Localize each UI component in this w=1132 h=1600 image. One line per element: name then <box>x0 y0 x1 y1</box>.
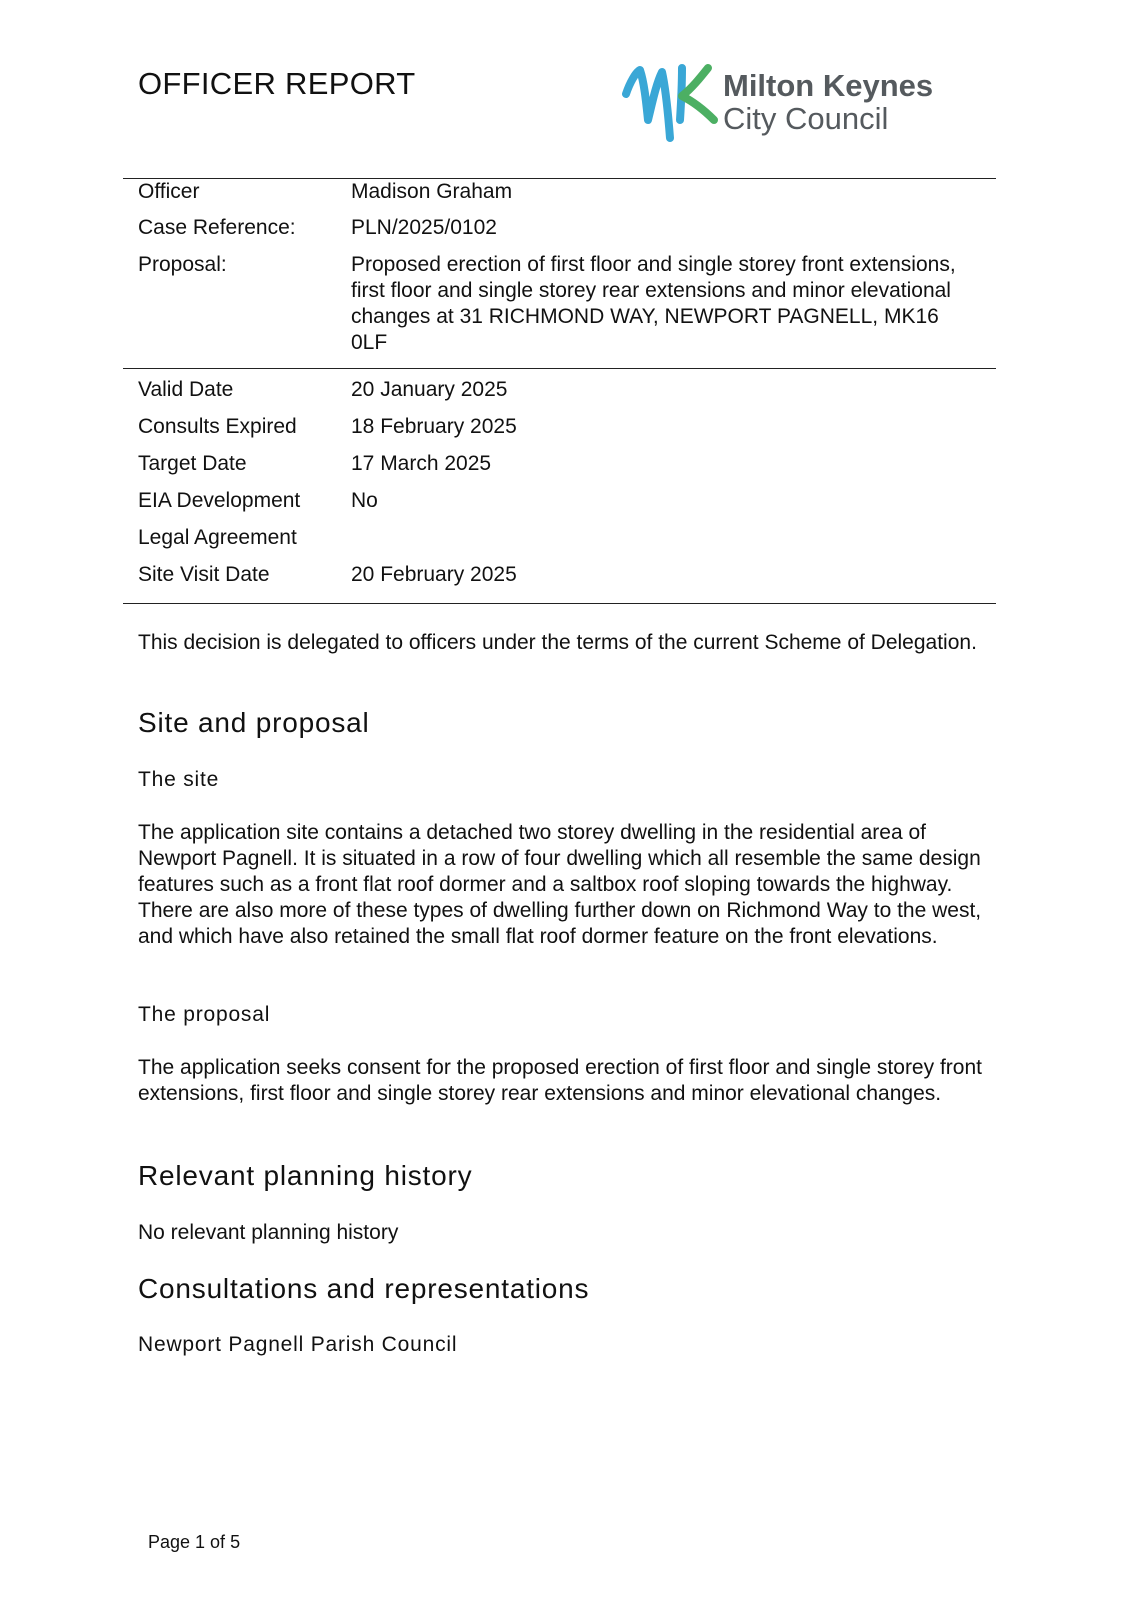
site-and-proposal-heading: Site and proposal <box>138 707 370 738</box>
eia-development-label: EIA Development <box>138 489 301 512</box>
site-visit-date-value: 20 February 2025 <box>351 563 517 586</box>
page-title: OFFICER REPORT <box>138 66 416 101</box>
logo-text-line1: Milton Keynes <box>723 68 934 103</box>
target-date-value: 17 March 2025 <box>351 452 492 475</box>
the-site-heading: The site <box>138 768 220 791</box>
valid-date-label: Valid Date <box>138 378 234 401</box>
proposal-label: Proposal: <box>138 253 227 276</box>
the-proposal-heading: The proposal <box>138 1003 271 1026</box>
consults-expired-label: Consults Expired <box>138 415 297 438</box>
mk-logo-mark <box>620 60 720 142</box>
council-logo <box>620 60 990 150</box>
consults-expired-value: 18 February 2025 <box>351 415 517 438</box>
planning-history-text: No relevant planning history <box>138 1221 399 1244</box>
proposal-description: The application seeks consent for the proposed erection of first floor and single storey front extensions, first floor and single storey rear extensions and minor elevational changes. <box>138 1056 982 1105</box>
site-visit-date-label: Site Visit Date <box>138 563 270 586</box>
planning-history-heading: Relevant planning history <box>138 1160 473 1191</box>
valid-date-value: 20 January 2025 <box>351 378 508 401</box>
consultations-heading: Consultations and representations <box>138 1273 590 1304</box>
divider-middle <box>123 368 996 369</box>
parish-council-heading: Newport Pagnell Parish Council <box>138 1333 458 1356</box>
page-number: Page 1 of 5 <box>148 1532 241 1552</box>
eia-development-value: No <box>351 489 378 512</box>
proposal-value: Proposed erection of first floor and single storey front extensions, first floor and single storey rear extensions and minor elevational changes at 31 RICHMOND WAY, NEWPORT PAGNELL, MK16 0LF <box>351 253 956 354</box>
case-reference-label: Case Reference: <box>138 216 296 239</box>
target-date-label: Target Date <box>138 452 247 475</box>
officer-value: Madison Graham <box>351 180 513 203</box>
site-description: The application site contains a detached two storey dwelling in the residential area of Newport Pagnell. It is situated in a row of four dwelling which all resemble the same design features such as a front flat roof dormer and a saltbox roof sloping towards the highway. There are also more of these types of dwelling further down on Richmond Way to the west, and which have also retained the small flat roof dormer feature on the front elevations. <box>138 821 982 948</box>
delegation-paragraph: This decision is delegated to officers under the terms of the current Scheme of Delegation. <box>138 631 977 654</box>
legal-agreement-label: Legal Agreement <box>138 526 297 549</box>
officer-label: Officer <box>138 180 200 203</box>
case-reference-value: PLN/2025/0102 <box>351 216 497 239</box>
logo-text-line2: City Council <box>723 101 889 136</box>
divider-bottom <box>123 603 996 604</box>
